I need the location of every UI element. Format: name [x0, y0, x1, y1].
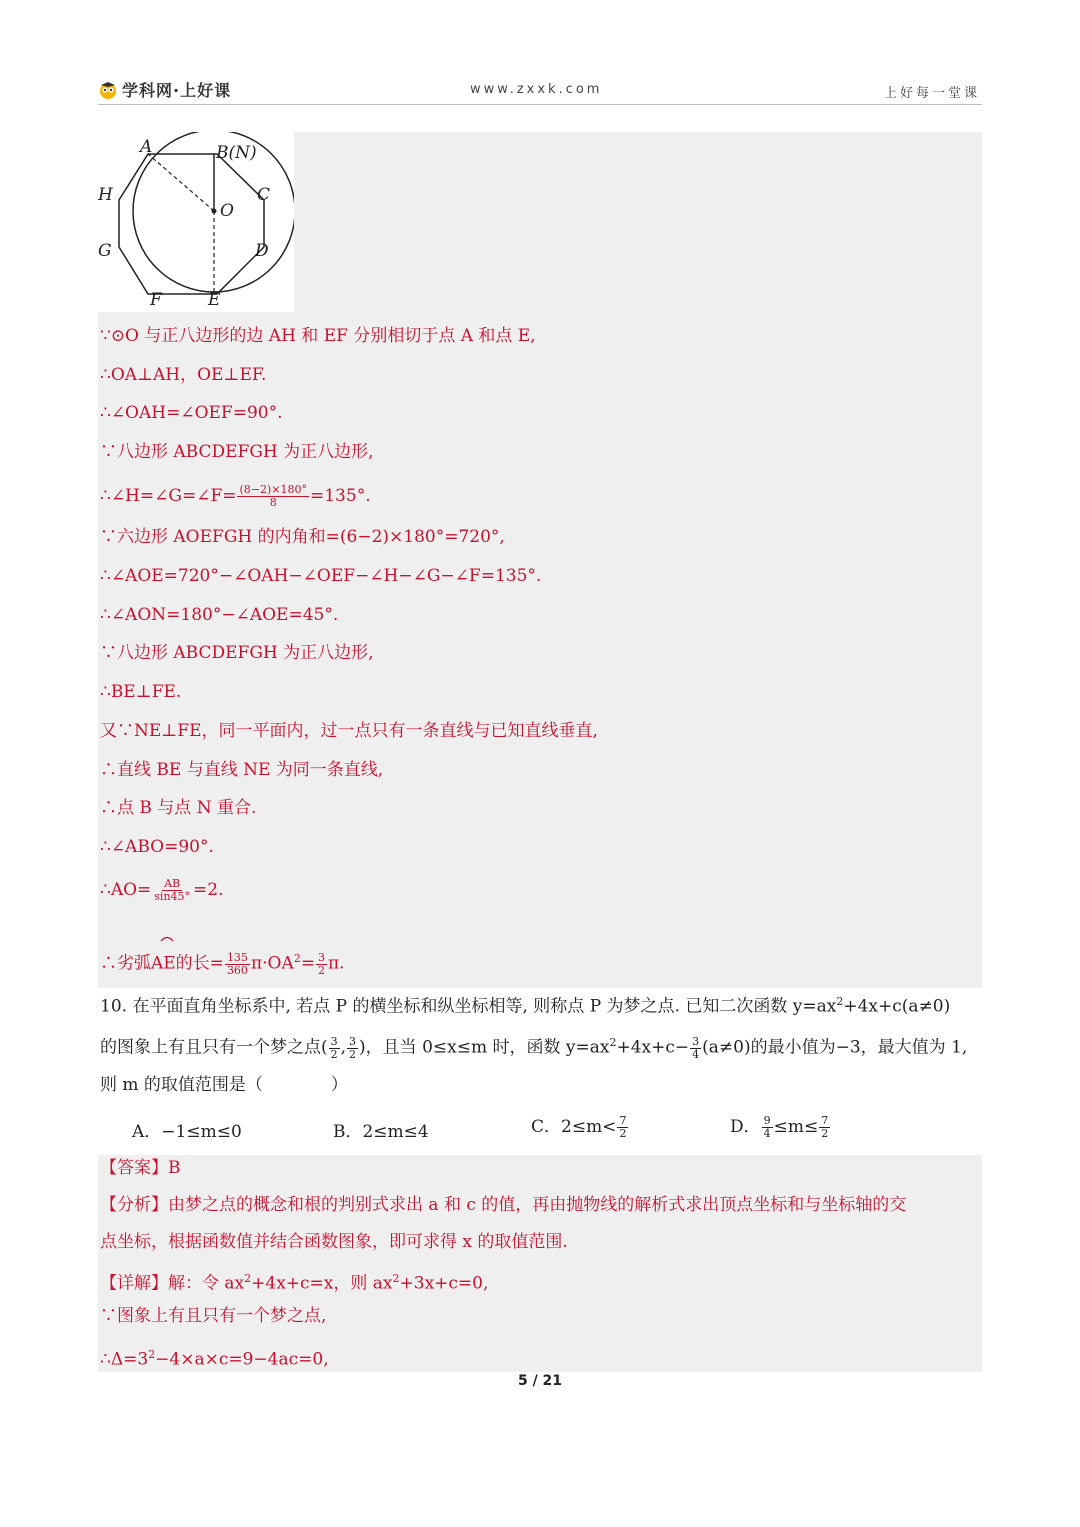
angle-prefix: ∴∠H=∠G=∠F= — [100, 486, 237, 506]
solution-line: ∵八边形 ABCDEFGH 为正八边形, — [100, 442, 374, 462]
arc-fraction: $\frac{135}{360}$ — [226, 950, 248, 977]
question-line-2: 的图象上有且只有一个梦之点( $\frac{3}{2}$ , $\frac{3}{2}$ )，且当 0≤x≤m 时，函数 $y=ax^2+4x+c-$ $\frac{3}{4}$ (a≠0)的最小值为−3，最大值为 1, — [100, 1034, 968, 1061]
arc-mark-icon — [159, 934, 175, 942]
page-number: 5 / 21 — [517, 1373, 563, 1389]
label-H: H — [98, 185, 113, 205]
solution-line: ∴点 B 与点 N 重合. — [100, 798, 257, 818]
octagon-diagram — [98, 132, 294, 312]
logo — [98, 78, 231, 101]
answer-line: 【答案】B — [100, 1158, 181, 1178]
arc-result-fraction: $\frac{3}{2}$ — [317, 950, 325, 977]
solution-line: ∴∠OAH=∠OEF=90°. — [100, 403, 283, 423]
solution-line: ∴OA⊥AH，OE⊥EF. — [100, 365, 267, 385]
analysis-line-1: 【分析】由梦之点的概念和根的判别式求出 a 和 c 的值，再由抛物线的解析式求出顶点坐标和与坐标轴的交 — [100, 1195, 907, 1215]
label-F: F — [150, 290, 162, 310]
detail-line-2: ∵图象上有且只有一个梦之点, — [100, 1306, 327, 1326]
solution-line: ∴∠AON=180°−∠AOE=45°. — [100, 605, 339, 625]
octagon-figure — [98, 132, 294, 312]
label-D: D — [255, 241, 269, 261]
option-c[interactable]: C．2≤m< $\frac{7}{2}$ — [531, 1114, 627, 1140]
solution-line: ∴∠AOE=720°−∠OAH−∠OEF−∠H−∠G−∠F=135°. — [100, 566, 542, 586]
option-b[interactable]: B．2≤m≤4 — [333, 1122, 429, 1142]
label-O: O — [220, 201, 234, 221]
analysis-line-2: 点坐标，根据函数值并结合函数图象，即可求得 x 的取值范围. — [100, 1232, 568, 1252]
label-E: E — [208, 290, 221, 310]
site-url[interactable]: www.zxxk.com — [470, 82, 603, 97]
option-a[interactable]: A．−1≤m≤0 — [132, 1122, 242, 1142]
owl-logo-icon — [98, 80, 118, 100]
solution-line-angle: ∴∠H=∠G=∠F= $\frac{(8-2)\times 180^\circ}{8}$ =135°. — [100, 483, 371, 509]
detail-line-1: 【详解】解：令 $ax^2+4x+c=x$，则 $ax^2+3x+c=0$, — [100, 1272, 489, 1294]
ao-fraction: $\frac{AB}{\sin 45^\circ}$ — [154, 877, 191, 903]
question-line-3: 则 m 的取值范围是（ ） — [100, 1075, 348, 1095]
solution-line: 又∵NE⊥FE，同一平面内，过一点只有一条直线与已知直线垂直, — [100, 721, 598, 741]
label-BN: B(N) — [216, 143, 257, 163]
answer-shade — [98, 1155, 982, 1372]
option-d[interactable]: D． $\frac{9}{4}$ ≤m≤ $\frac{7}{2}$ — [730, 1114, 829, 1140]
solution-line: ∵八边形 ABCDEFGH 为正八边形, — [100, 643, 374, 663]
detail-line-3: $\therefore\Delta=3^2-4\times a\times c=9-4ac=0$, — [100, 1348, 329, 1370]
solution-line: ∴直线 BE 与直线 NE 为同一条直线, — [100, 760, 384, 780]
label-C: C — [257, 185, 271, 205]
header-slogan: 上好每一堂课 — [883, 86, 980, 101]
solution-line: ∴BE⊥FE. — [100, 682, 182, 702]
question-line-1: 10. 在平面直角坐标系中, 若点 P 的横坐标和纵坐标相等, 则称点 P 为梦之点. 已知二次函数 $y=ax^2+4x+c(a\ne 0)$ — [100, 995, 951, 1017]
solution-line-ao: ∴AO= $\frac{AB}{\sin 45^\circ}$ =2. — [100, 877, 224, 903]
solution-line: ∵⊙O 与正八边形的边 AH 和 EF 分别相切于点 A 和点 E, — [100, 326, 536, 346]
logo-text: 学科网·上好课 — [122, 81, 232, 100]
page-header — [98, 76, 982, 105]
solution-line: ∴∠ABO=90°. — [100, 837, 214, 857]
solution-line: ∵六边形 AOEFGH 的内角和=(6−2)×180°=720°, — [100, 527, 505, 547]
angle-fraction: $\frac{(8-2)\times 180^\circ}{8}$ — [239, 483, 307, 509]
label-G: G — [98, 241, 112, 261]
label-A: A — [140, 137, 153, 157]
solution-line-arc: ∴劣弧AE的长= $\frac{135}{360}$ $\pi\cdot OA^2=$ $\frac{3}{2}$ π. — [100, 950, 345, 977]
